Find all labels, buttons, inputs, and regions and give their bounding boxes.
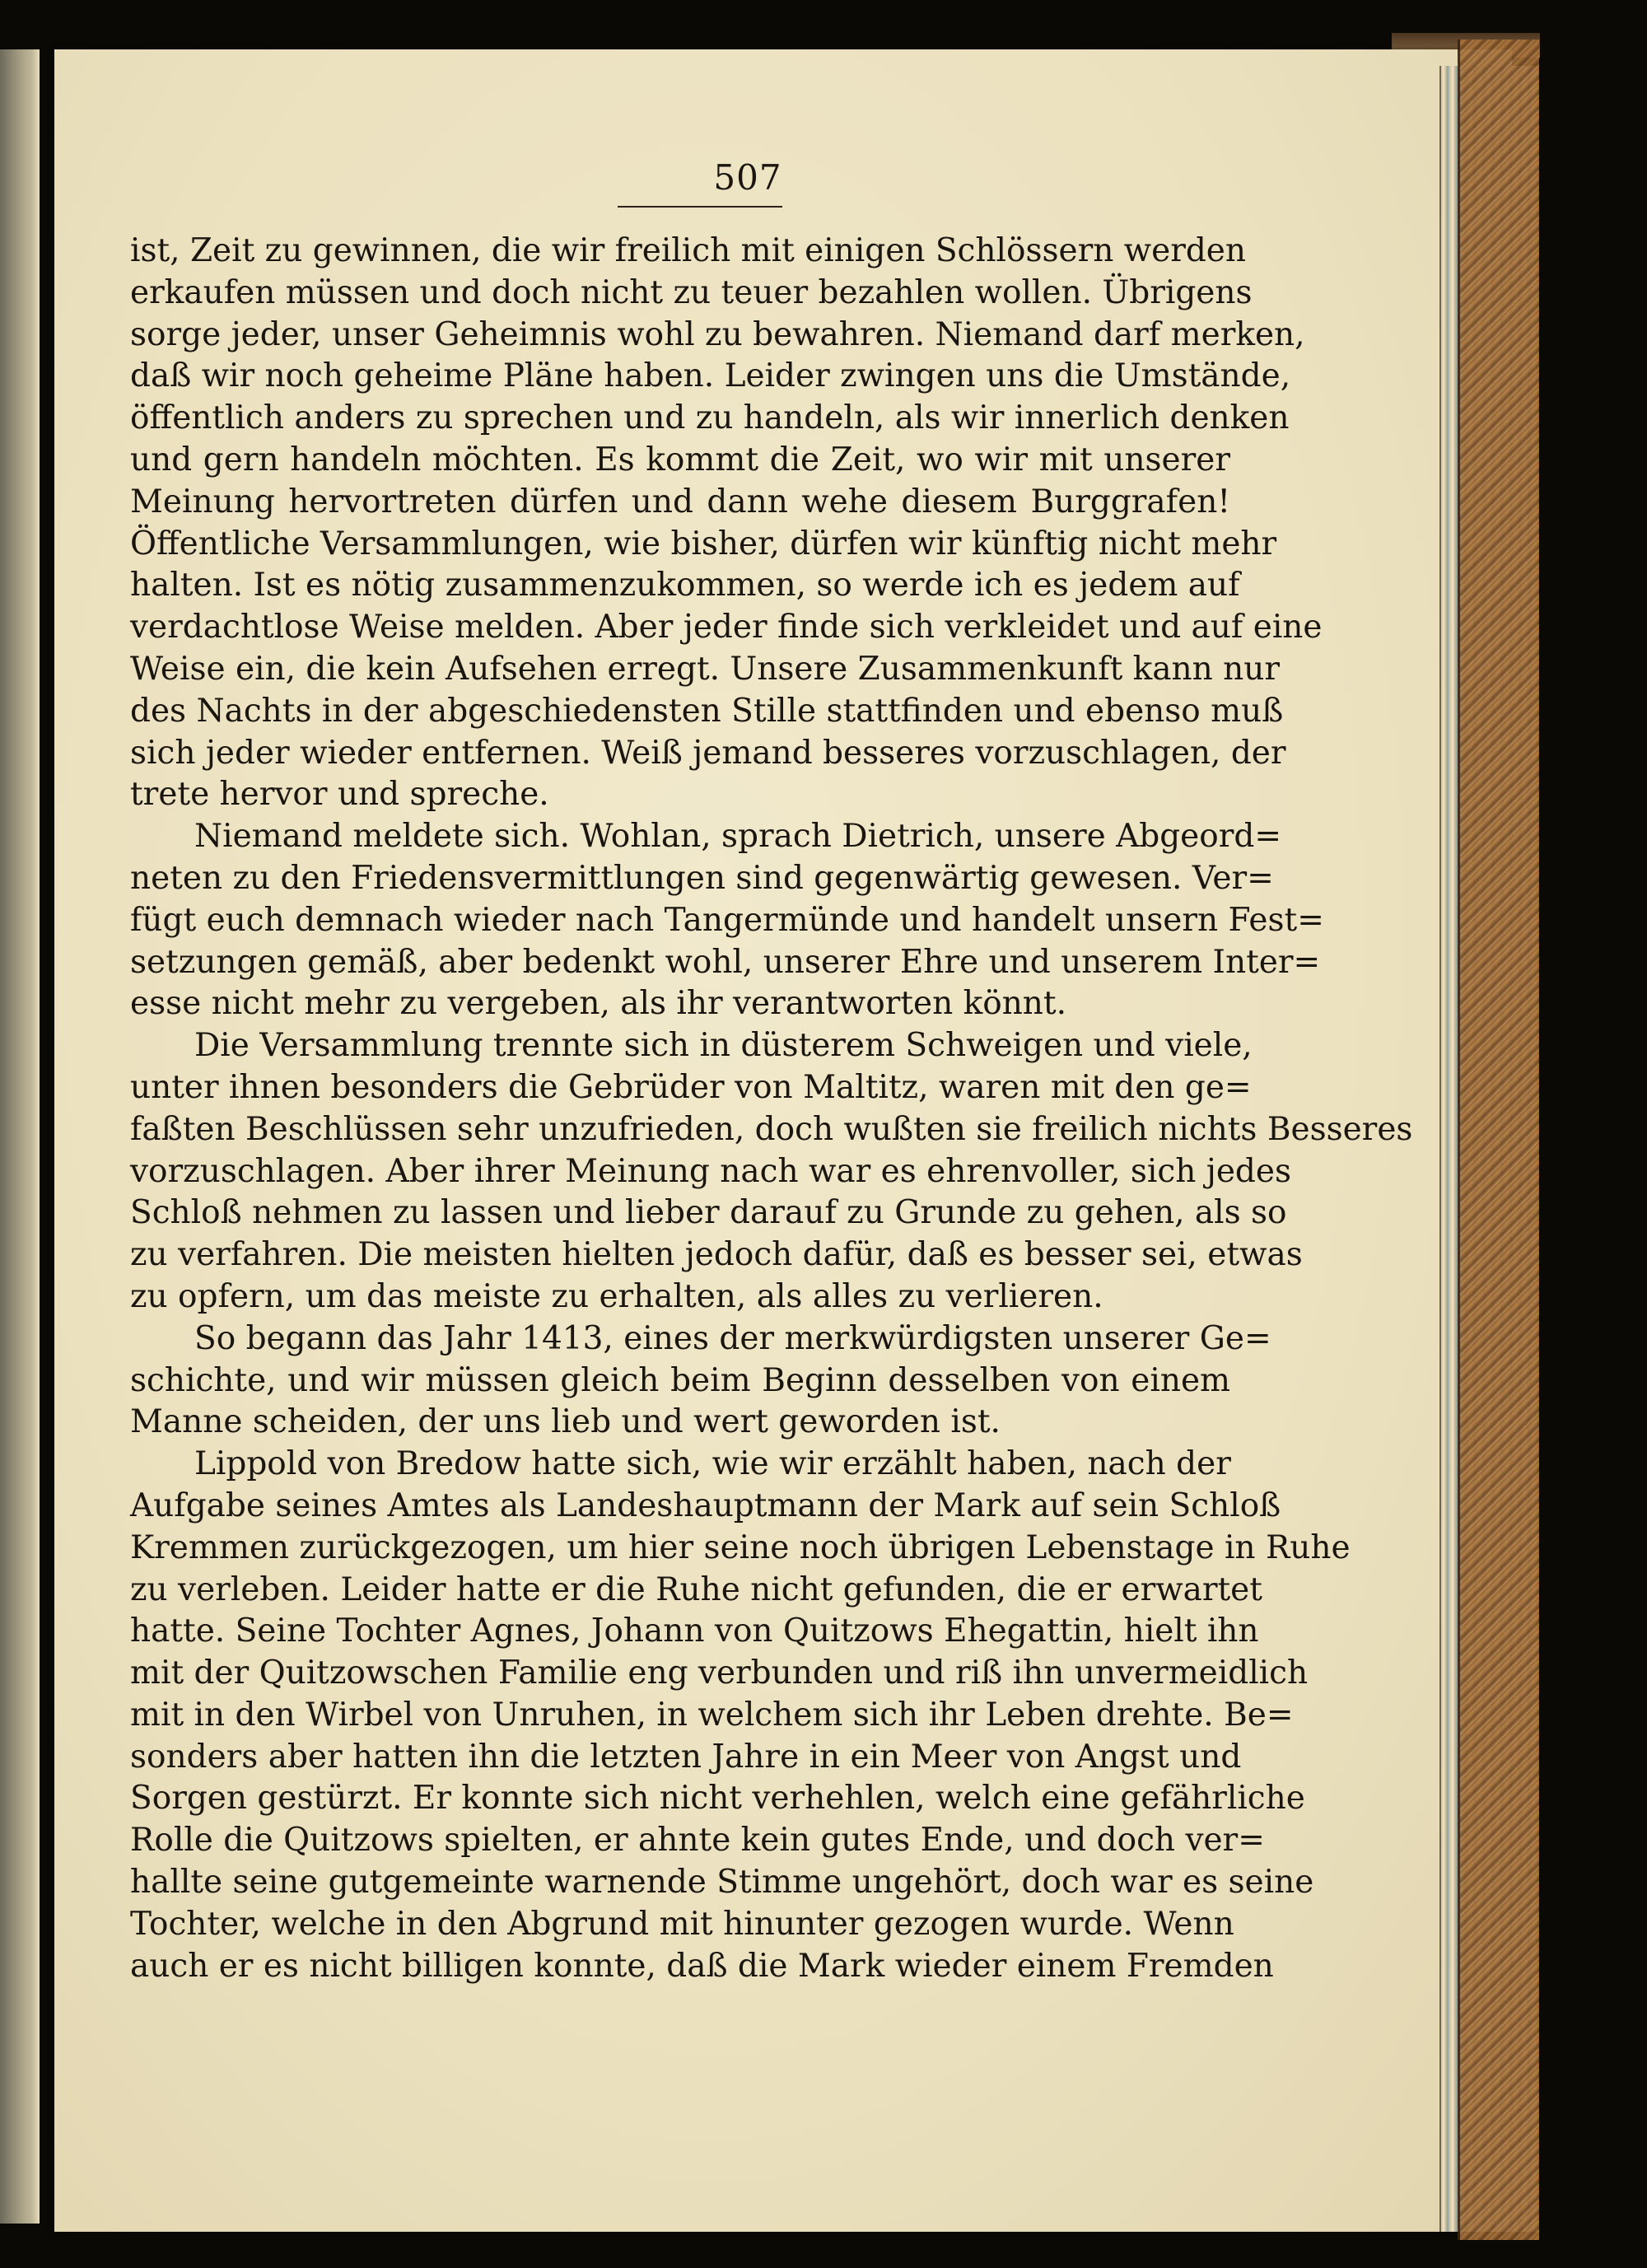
text-line: sich jeder wieder entfernen. Weiß jemand besseres vorzuschlagen, der xyxy=(130,734,1286,772)
text-line: sonders aber hatten ihn die letzten Jahre in ein Meer von Angst und xyxy=(130,1738,1242,1776)
text-line: Öffentliche Versammlungen, wie bisher, dürfen wir künftig nicht mehr xyxy=(130,525,1277,562)
text-line: Lippold von Bredow hatte sich, wie wir erzählt haben, nach der xyxy=(194,1445,1231,1483)
text-line: zu opfern, um das meiste zu erhalten, als alles zu verlieren. xyxy=(130,1277,1103,1315)
text-line: fügt euch demnach wieder nach Tangermünde und handelt unsern Fest= xyxy=(130,901,1324,939)
text-line: halten. Ist es nötig zusammenzukommen, so werde ich es jedem auf xyxy=(130,567,1240,604)
text-line: hatte. Seine Tochter Agnes, Johann von Quitzows Ehegattin, hielt ihn xyxy=(130,1612,1259,1650)
body-text xyxy=(130,231,1413,1987)
text-line: des Nachts in der abgeschiedensten Stille stattfinden und ebenso muß xyxy=(130,692,1284,730)
text-line: auch er es nicht billigen konnte, daß die Mark wieder einem Fremden xyxy=(130,1947,1274,1985)
marbled-cover-edge xyxy=(1458,40,1539,2240)
page-number-rule xyxy=(618,206,782,208)
text-line: trete hervor und spreche. xyxy=(130,776,549,814)
text-line: und gern handeln möchten. Es kommt die Zeit, wo wir mit unserer xyxy=(130,441,1230,478)
text-line: schichte, und wir müssen gleich beim Beginn desselben von einem xyxy=(130,1361,1230,1399)
text-line: daß wir noch geheime Pläne haben. Leider zwingen uns die Umstände, xyxy=(130,357,1291,395)
text-line: ist, Zeit zu gewinnen, die wir freilich mit einigen Schlössern werden xyxy=(130,232,1247,269)
text-line: Schloß nehmen zu lassen und lieber darauf zu Grunde zu gehen, als so xyxy=(130,1194,1287,1232)
text-line: zu verfahren. Die meisten hielten jedoch dafür, daß es besser sei, etwas xyxy=(130,1236,1303,1274)
text-line: mit der Quitzowschen Familie eng verbunden und riß ihn unvermeidlich xyxy=(130,1654,1309,1692)
text-line: Tochter, welche in den Abgrund mit hinunter gezogen wurde. Wenn xyxy=(130,1905,1234,1943)
text-line: sorge jeder, unser Geheimnis wohl zu bewahren. Niemand darf merken, xyxy=(130,315,1305,353)
text-line: zu verleben. Leider hatte er die Ruhe nicht gefunden, die er erwartet xyxy=(130,1570,1262,1608)
text-line: öffentlich anders zu sprechen und zu handeln, als wir innerlich denken xyxy=(130,399,1290,437)
text-line: verdachtlose Weise melden. Aber jeder finde sich verkleidet und auf eine xyxy=(130,609,1323,646)
text-line: erkaufen müssen und doch nicht zu teuer bezahlen wollen. Übrigens xyxy=(130,273,1253,311)
text-line: mit in den Wirbel von Unruhen, in welchem sich ihr Leben drehte. Be= xyxy=(130,1696,1294,1734)
text-line: Aufgabe seines Amtes als Landeshauptmann der Mark auf sein Schloß xyxy=(130,1486,1281,1524)
text-line: Kremmen zurückgezogen, um hier seine noch übrigen Lebenstage in Ruhe xyxy=(130,1528,1351,1566)
text-line: faßten Beschlüssen sehr unzufrieden, doch wußten sie freilich nichts Besseres xyxy=(130,1110,1413,1148)
page-number: 507 xyxy=(713,157,782,198)
text-line: Die Versammlung trennte sich in düsterem Schweigen und viele, xyxy=(194,1027,1253,1065)
text-line: Manne scheiden, der uns lieb und wert geworden ist. xyxy=(130,1403,1001,1441)
text-line: So begann das Jahr 1413, eines der merkwürdigsten unserer Ge= xyxy=(194,1319,1271,1357)
text-line: Sorgen gestürzt. Er konnte sich nicht verhehlen, welch eine gefährliche xyxy=(130,1780,1305,1818)
text-line: Rolle die Quitzows spielten, er ahnte kein gutes Ende, und doch ver= xyxy=(130,1822,1265,1860)
text-line: esse nicht mehr zu vergeben, als ihr verantworten könnt. xyxy=(130,985,1066,1023)
page-text-block xyxy=(130,155,1413,1987)
text-line: unter ihnen besonders die Gebrüder von Maltitz, waren mit den ge= xyxy=(130,1068,1252,1106)
book-gutter xyxy=(31,49,40,2224)
previous-page-edge xyxy=(0,49,40,2224)
text-line: neten zu den Friedensvermittlungen sind gegenwärtig gewesen. Ver= xyxy=(130,859,1274,897)
text-line: vorzuschlagen. Aber ihrer Meinung nach war es ehrenvoller, sich jedes xyxy=(130,1152,1291,1190)
text-line: Weise ein, die kein Aufsehen erregt. Unsere Zusammenkunft kann nur xyxy=(130,650,1281,688)
text-line: Niemand meldete sich. Wohlan, sprach Dietrich, unsere Abgeord= xyxy=(194,818,1282,856)
text-line: setzungen gemäß, aber bedenkt wohl, unserer Ehre und unserem Inter= xyxy=(130,943,1321,981)
text-line: hallte seine gutgemeinte warnende Stimme ungehört, doch war es seine xyxy=(130,1864,1314,1902)
text-line: Meinung hervortreten dürfen und dann wehe diesem Burggrafen! xyxy=(130,483,1230,520)
